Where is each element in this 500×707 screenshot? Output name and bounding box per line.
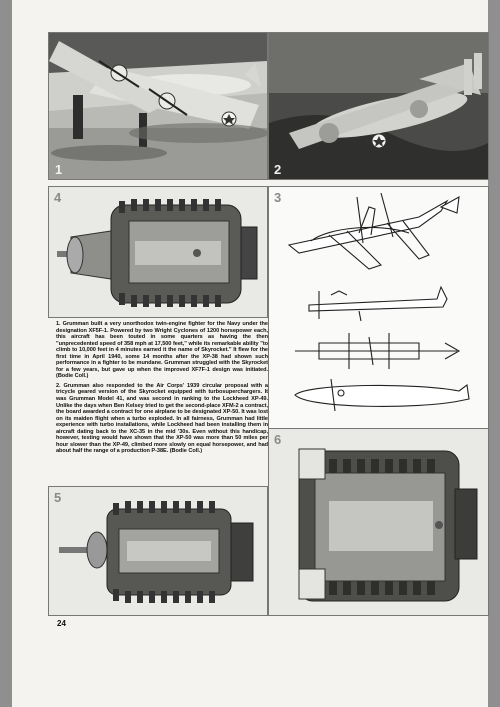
figure-2-photo: [268, 32, 489, 180]
figure-number: 3: [274, 190, 282, 205]
figure-1-photo: [48, 32, 268, 180]
page-number: 24: [57, 619, 66, 628]
figure-number: 5: [54, 490, 62, 505]
magazine-page: [12, 0, 488, 707]
xp50-aircraft-photo: [269, 33, 488, 179]
figure-captions: [56, 321, 268, 458]
caption-2: 2. Grumman also responded to the Air Corps' 1939 circular proposal with a tricycle geared version of the Skyrocket equipped with turbosuperchargers. It was Grumman Model 41, and was second in ranking to the Lockheed XP-49. Unlike the days when Ben Kelsey tried to get the second-place XFM-2 a contract, the board awarded a contract for one airplane to be designated XP-50. It was lost on its maiden flight when a turbo exploded. In all fairness, Grumman had little experience with turbo installations, while Lockheed had been installing them in aircraft dating back to the XC-35 in the mid '30s. Even without this handicap, however, testing would have shown that the XP-50 was more than 50 miles per hour slower than the XP-49, climbed more slowly on equal horsepower, and had about half the range of a production P-38E. (Bodie Coll.): [56, 382, 268, 455]
engine-illustration: [49, 487, 267, 615]
figure-6-engine-photo: [268, 428, 489, 616]
figure-number: 1: [55, 162, 63, 177]
figure-number: 4: [54, 190, 62, 205]
engine-illustration: [49, 187, 267, 317]
figure-4-engine-photo: [48, 186, 268, 318]
caption-1: 1. Grumman built a very unorthodox twin-engine fighter for the Navy under the designation XF5F-1. Powered by two Wright Cyclones of 1200 horsepower each, this aircraft has been touted in some quarters as having the then "unprecedented speed of 358 mph at 17,500 feet," while its remarkable ability "to climb to 10,000 feet in 4 minutes earned it the name of Skyrocket." It flew for the first time in April 1940, some 14 months after the XP-38 had shown such performance in a fighter to be mundane. Grumman struggled with the Skyrocket for a few years, but gave up when the improved XF7F-1 design was initiated. (Bodie Coll.): [56, 321, 268, 380]
figure-5-engine-photo: [48, 486, 268, 616]
xf5f-aircraft-photo: [49, 33, 267, 179]
engine-illustration: [269, 429, 488, 615]
figure-number: 6: [274, 432, 282, 447]
figure-number: 2: [274, 162, 282, 177]
